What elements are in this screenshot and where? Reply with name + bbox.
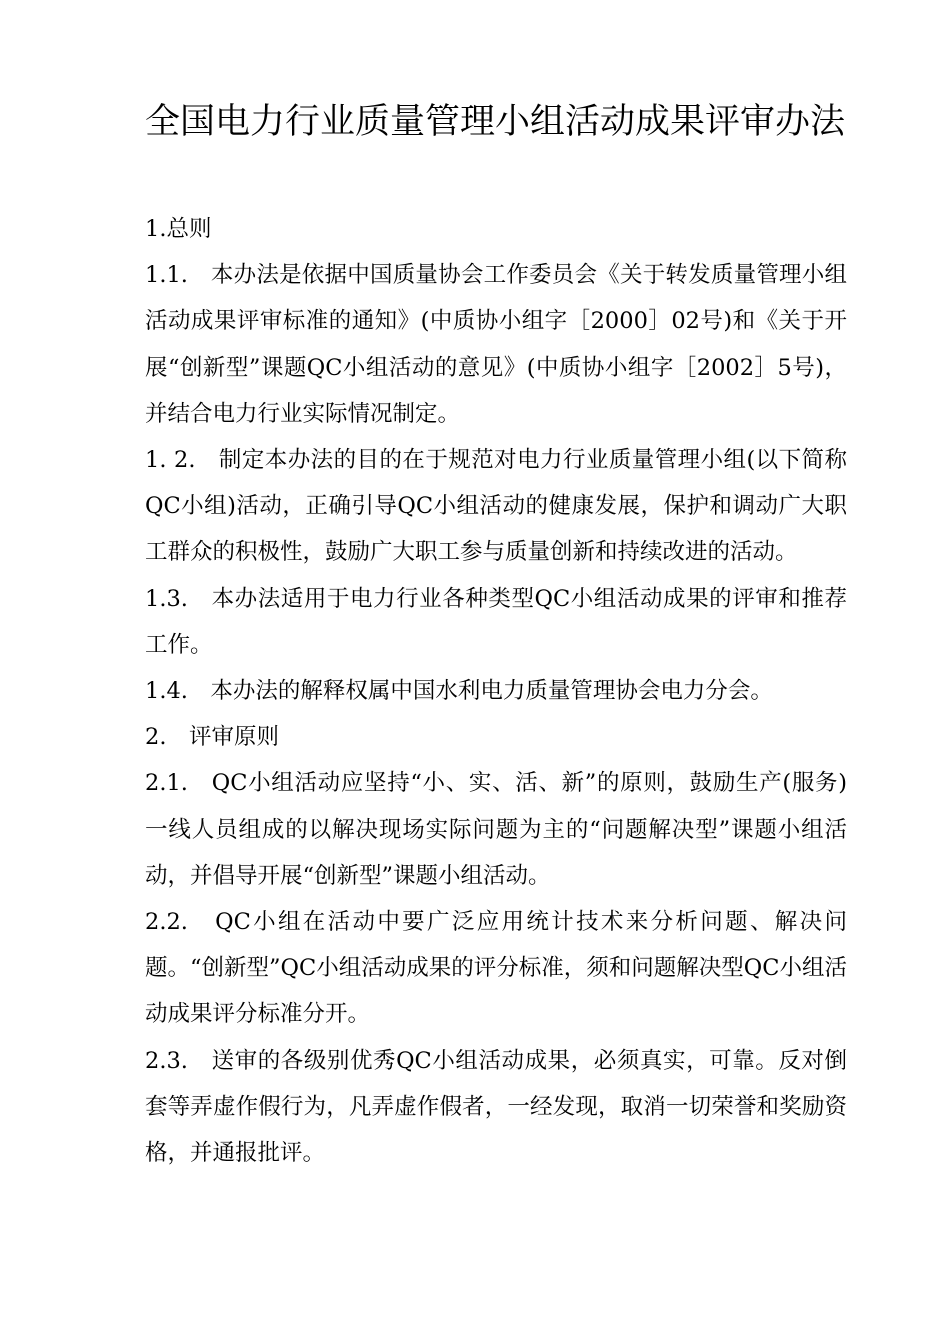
clause-1-1: 1.1. 本办法是依据中国质量协会工作委员会《关于转发质量管理小组活动成果评审标准的通知》(中质协小组字［2000］02号)和《关于开展“创新型”课题QC小组活动的意见》(中质协小组字［2002］5号)，并结合电力行业实际情况制定。 <box>145 262 847 427</box>
section-heading-review-principles: 2. 评审原则 <box>145 724 279 751</box>
clause-1-2: 1. 2. 制定本办法的目的在于规范对电力行业质量管理小组(以下简称QC小组)活动，正确引导QC小组活动的健康发展，保护和调动广大职工群众的积极性，鼓励广大职工参与质量创新和持续改进的活动。 <box>145 447 847 566</box>
clause-2-3: 2.3. 送审的各级别优秀QC小组活动成果，必须真实，可靠。反对倒套等弄虚作假行为，凡弄虚作假者，一经发现，取消一切荣誉和奖励资格，并通报批评。 <box>145 1047 847 1167</box>
clause-1-3: 1.3. 本办法适用于电力行业各种类型QC小组活动成果的评审和推荐工作。 <box>145 585 847 658</box>
clause-2-1: 2.1. QC小组活动应坚持“小、实、活、新”的原则，鼓励生产(服务)一线人员组成的以解决现场实际问题为主的“问题解决型”课题小组活动，并倡导开展“创新型”课题小组活动。 <box>145 770 847 889</box>
section-heading-general: 1.总则 <box>145 216 212 242</box>
document-body <box>145 206 847 1176</box>
document-title: 全国电力行业质量管理小组活动成果评审办法 <box>144 102 845 142</box>
clause-2-2: 2.2. QC小组在活动中要广泛应用统计技术来分析问题、解决问题。“创新型”QC小组活动成果的评分标准，须和问题解决型QC小组活动成果评分标准分开。 <box>145 909 847 1028</box>
clause-1-4: 1.4. 本办法的解释权属中国水利电力质量管理协会电力分会。 <box>145 678 773 705</box>
